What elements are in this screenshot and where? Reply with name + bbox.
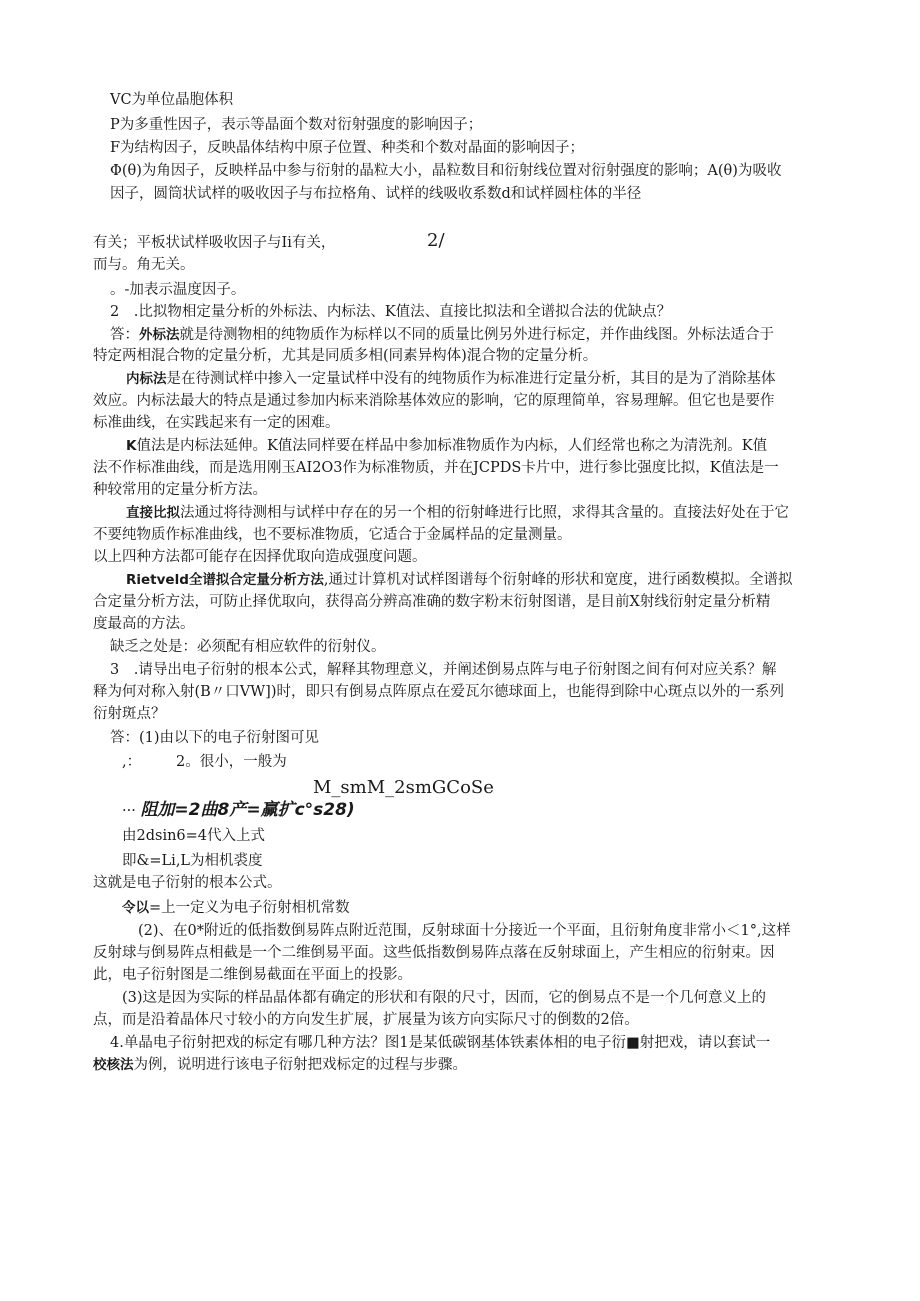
text-line (126, 369, 776, 389)
text-line: 度最高的方法。 (93, 616, 195, 632)
text-line: 衍射斑点？ (93, 706, 166, 722)
question-heading: 4.单晶电子衍射把戏的标定有哪几种方法？图1是某低碳钢基体铁素体相的电子衍■射把戏，请以套试一 (110, 1035, 771, 1051)
text-line: 答：(1)由以下的电子衍射图可见 (110, 730, 320, 746)
text-line (122, 898, 350, 918)
text-run: 为例，说明进行该电子衍射把戏标定的过程与步骤。 (133, 1057, 467, 1073)
term-external-standard: 外标法 (139, 327, 180, 343)
text-line: 法不作标准曲线，而是选用刚玉AI2O3作为标准物质，并在JCPDS卡片中，进行参比强度比拟，K值法是一 (93, 460, 779, 476)
question-heading: 2 .比拟物相定量分析的外标法、内标法、K值法、直接比拟法和全谱拟合法的优缺点？ (110, 304, 672, 320)
answer-label: 答： (110, 327, 139, 343)
text-line: 而与。角无关。 (93, 257, 195, 273)
term-internal-standard: 内标法 (126, 371, 167, 387)
text-line: 由2dsin6=4代入上式 (122, 828, 266, 844)
formula-fragment: 令以 (122, 900, 149, 916)
text-line: VC为单位晶胞体积 (110, 92, 234, 108)
formula-fragment: ,： (122, 754, 142, 770)
text-run: 就是待测物相的纯物质作为标样以不同的质量比例另外进行标定，并作曲线图。外标法适合于 (179, 327, 774, 343)
text-line: 合定量分析方法，可防止择优取向，获得高分辨高准确的数字粉末衍射图谱，是目前X射线衍射定量分析精 (93, 594, 771, 610)
text-line: 即&=Li,L为相机裘度 (122, 853, 263, 869)
question-heading: 3 .请导出电子衍射的根本公式，解释其物理意义，并阐述倒易点阵与电子衍射图之间有何对应关系？解 (110, 662, 777, 678)
text-line (126, 503, 789, 523)
text-line: 种较常用的定量分析方法。 (93, 482, 267, 498)
text-line: 因子，圆筒状试样的吸收因子与布拉格角、试样的线吸收系数d和试样圆柱体的半径 (110, 186, 642, 202)
text-line: 。-加表示温度因子。 (110, 282, 246, 298)
text-line (122, 800, 355, 821)
text-line: 有关；平板状试样吸收因子与Ii有关， (93, 235, 336, 251)
text-line: P为多重性因子，表示等晶面个数对衍射强度的影响因子； (110, 117, 483, 133)
text-line: 特定两相混合物的定量分析，尤其是同质多相(同素异构体)混合物的定量分析。 (93, 348, 598, 364)
text-line: 点，而是沿着晶体尺寸较小的方向发生扩展，扩展量为该方向实际尺寸的倒数的2倍。 (93, 1012, 639, 1028)
text-line: 反射球与倒易阵点相截是一个二维倒易平面。这些低指数倒易阵点落在反射球面上，产生相应的衍射束。因 (93, 945, 775, 961)
text-run: 值法是内标法延伸。K值法同样要在样品中参加标准物质作为内标，人们经常也称之为清洗剂。K值 (136, 438, 768, 454)
therefore-symbol: ··· (122, 803, 136, 819)
text-line: (3)这是因为实际的样品晶体都有确定的形状和有限的尺寸，因而，它的倒易点不是一个几何意义上的 (122, 990, 767, 1006)
formula-line: 阻加=2曲8产=赢扩c°s28) (140, 800, 355, 820)
text-line (126, 570, 793, 590)
formula-line: M_smM_2smGCoSe (313, 777, 494, 798)
text-line: Φ(θ)为角因子，反映样品中参与衍射的晶粒大小，晶粒数目和衍射线位置对衍射强度的影响；A(θ)为吸收 (110, 163, 782, 179)
text-line: 缺乏之处是：必须配有相应软件的衍射仪。 (110, 639, 386, 655)
text-line: 标准曲线，在实践起来有一定的困难。 (93, 415, 340, 431)
text-line: F为结构因子，反映晶体结构中原子位置、种类和个数对晶面的影响因子； (110, 140, 585, 156)
text-line: 以上四种方法都可能存在因择优取向造成强度问题。 (93, 549, 427, 565)
text-line: 2。很小，一般为 (176, 754, 287, 770)
text-line: 这就是电子衍射的根本公式。 (93, 875, 282, 891)
term-trial-check: 校核法 (93, 1057, 134, 1073)
text-line (126, 436, 767, 456)
text-run: 是在待测试样中掺入一定量试样中没有的纯物质作为标准进行定量分析，其目的是为了消除基体 (166, 371, 776, 387)
term-rietveld: Rietveld全谱拟合定量分析方法 (126, 572, 324, 588)
text-run: 法通过将待测相与试样中存在的另一个相的衍射峰进行比照，求得其含量的。直接法好处在于它 (180, 505, 789, 521)
term-k-value: K (126, 438, 137, 454)
text-line: 释为何对称入射(B〃口VW])时，即只有倒易点阵原点在爱瓦尔德球面上，也能得到除中心斑点以外的一系列 (93, 684, 784, 700)
text-run: ,通过计算机对试样图谱每个衍射峰的形状和宽度，进行函数模拟。全谱拟 (323, 572, 793, 588)
text-line: (2)、在0*附近的低指数倒易阵点附近范围，反射球面十分接近一个平面，且衍射角度非常小＜1°,这样 (138, 923, 791, 939)
text-line: 不要纯物质作标准曲线，也不要标准物质，它适合于金属样品的定量测量。 (93, 527, 572, 543)
text-line: 效应。内标法最大的特点是通过参加内标来消除基体效应的影响，它的原理简单，容易理解。但它也是要作 (93, 393, 775, 409)
formula-fragment: 2/ (427, 230, 445, 251)
text-line (93, 1055, 467, 1075)
term-direct-comparison: 直接比拟 (126, 505, 180, 521)
text-line: 此，电子衍射图是二维倒易截面在平面上的投影。 (93, 967, 412, 983)
text-run: =上一定义为电子衍射相机常数 (149, 900, 350, 916)
text-line (110, 325, 774, 345)
